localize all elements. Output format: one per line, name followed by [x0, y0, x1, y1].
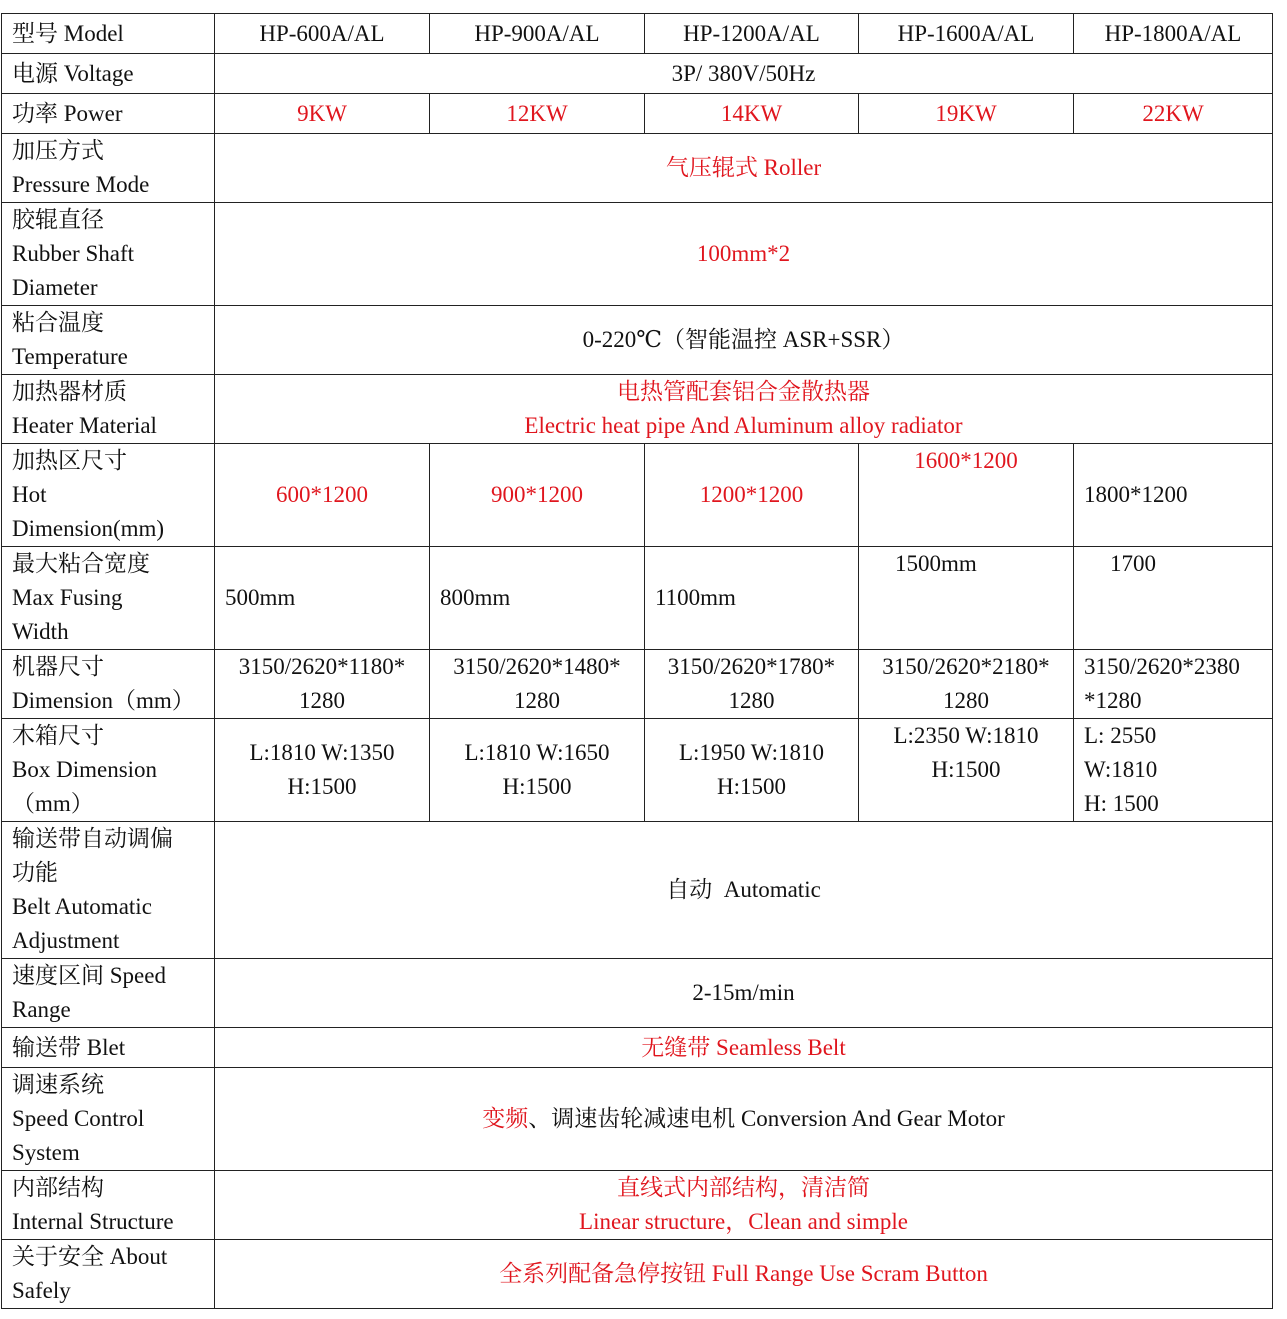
row-speed-control [2, 1068, 1273, 1171]
dimension-3 [645, 650, 859, 719]
dimension-2-line1: 3150/2620*1480* [453, 654, 621, 679]
label-pressure-en: Pressure Mode [12, 172, 150, 197]
power-5: 22KW [1074, 94, 1273, 134]
label-heater [2, 375, 215, 444]
fusing-2: 800mm [430, 547, 645, 650]
label-speed-2: Range [12, 997, 71, 1022]
row-structure [2, 1171, 1273, 1240]
dimension-5-line2: *1280 [1084, 688, 1142, 713]
value-temperature: 0-220℃（智能温控 ASR+SSR） [215, 306, 1273, 375]
fusing-5: 1700 [1074, 547, 1273, 650]
label-belt: 输送带 Blet [2, 1028, 215, 1068]
hot-1: 600*1200 [215, 444, 430, 547]
label-heater-en: Heater Material [12, 413, 157, 438]
box-5-line3: H: 1500 [1084, 791, 1159, 816]
row-belt-adjust [2, 822, 1273, 959]
hot-2: 900*1200 [430, 444, 645, 547]
dimension-4-line2: 1280 [943, 688, 989, 713]
box-2-line1: L:1810 W:1650 [464, 740, 610, 765]
box-2 [430, 719, 645, 822]
label-box-cn: 木箱尺寸 [12, 723, 104, 748]
label-belt-adjust-cn1: 输送带自动调偏 [12, 826, 173, 851]
row-hot-dimension [2, 444, 1273, 547]
label-belt-adjust [2, 822, 215, 959]
label-structure-en: Internal Structure [12, 1209, 174, 1234]
row-dimension [2, 650, 1273, 719]
dimension-5 [1074, 650, 1273, 719]
value-belt: 无缝带 Seamless Belt [215, 1028, 1273, 1068]
model-3: HP-1200A/AL [645, 14, 859, 54]
label-rubber [2, 203, 215, 306]
label-power: 功率 Power [2, 94, 215, 134]
label-rubber-en2: Diameter [12, 275, 98, 300]
label-dimension-en: Dimension（mm） [12, 688, 195, 713]
box-4-line2: H:1500 [931, 757, 1001, 782]
label-temperature [2, 306, 215, 375]
row-heater [2, 375, 1273, 444]
row-model [2, 14, 1273, 54]
label-belt-adjust-en1: Belt Automatic [12, 894, 152, 919]
model-1: HP-600A/AL [215, 14, 430, 54]
model-5: HP-1800A/AL [1074, 14, 1273, 54]
label-fusing [2, 547, 215, 650]
label-belt-adjust-en2: Adjustment [12, 928, 120, 953]
power-3: 14KW [645, 94, 859, 134]
value-speed-control-red: 变频 [482, 1106, 529, 1131]
spec-table [1, 13, 1273, 1309]
label-model: 型号 Model [2, 14, 215, 54]
label-fusing-en2: Width [12, 619, 69, 644]
label-rubber-en1: Rubber Shaft [12, 241, 135, 266]
label-safety [2, 1240, 215, 1309]
label-dimension [2, 650, 215, 719]
dimension-5-line1: 3150/2620*2380 [1084, 654, 1240, 679]
label-pressure [2, 134, 215, 203]
value-pressure: 气压辊式 Roller [215, 134, 1273, 203]
fusing-3: 1100mm [645, 547, 859, 650]
label-dimension-cn: 机器尺寸 [12, 654, 104, 679]
value-speed-control [215, 1068, 1273, 1171]
value-voltage: 3P/ 380V/50Hz [215, 54, 1273, 94]
label-heater-cn: 加热器材质 [12, 379, 127, 404]
value-rubber: 100mm*2 [215, 203, 1273, 306]
label-hot-cn: 加热区尺寸 [12, 448, 127, 473]
row-power [2, 94, 1273, 134]
label-structure-cn: 内部结构 [12, 1175, 104, 1200]
row-safety [2, 1240, 1273, 1309]
value-safety: 全系列配备急停按钮 Full Range Use Scram Button [215, 1240, 1273, 1309]
dimension-4-line1: 3150/2620*2180* [882, 654, 1050, 679]
box-3 [645, 719, 859, 822]
hot-5: 1800*1200 [1074, 444, 1273, 547]
box-3-line1: L:1950 W:1810 [678, 740, 825, 765]
box-1-line2: H:1500 [287, 774, 357, 799]
hot-3: 1200*1200 [645, 444, 859, 547]
label-fusing-cn: 最大粘合宽度 [12, 551, 150, 576]
row-belt [2, 1028, 1273, 1068]
label-fusing-en1: Max Fusing [12, 585, 123, 610]
value-structure-en: Linear structure，Clean and simple [579, 1209, 908, 1234]
dimension-1-line2: 1280 [299, 688, 345, 713]
row-speed [2, 959, 1273, 1028]
label-speed-control-cn: 调速系统 [12, 1072, 104, 1097]
value-structure [215, 1171, 1273, 1240]
label-rubber-cn: 胶辊直径 [12, 207, 104, 232]
label-belt-adjust-cn2: 功能 [12, 860, 58, 885]
dimension-2-line2: 1280 [514, 688, 560, 713]
value-structure-cn: 直线式内部结构，清洁简 [617, 1175, 870, 1200]
dimension-2 [430, 650, 645, 719]
label-hot-en1: Hot [12, 482, 47, 507]
dimension-3-line1: 3150/2620*1780* [667, 654, 836, 679]
box-4 [859, 719, 1074, 822]
label-box-en1: Box Dimension [12, 757, 158, 782]
value-heater-en: Electric heat pipe And Aluminum alloy radiator [524, 413, 963, 438]
row-voltage [2, 54, 1273, 94]
dimension-1-line1: 3150/2620*1180* [238, 654, 406, 679]
dimension-4 [859, 650, 1074, 719]
label-safety-2: Safely [12, 1278, 71, 1303]
row-rubber [2, 203, 1273, 306]
row-box [2, 719, 1273, 822]
label-temperature-cn: 粘合温度 [12, 310, 104, 335]
hot-4: 1600*1200 [859, 444, 1074, 547]
power-2: 12KW [430, 94, 645, 134]
box-5-line2: W:1810 [1084, 757, 1158, 782]
value-speed: 2-15m/min [215, 959, 1273, 1028]
label-box [2, 719, 215, 822]
fusing-4: 1500mm [859, 547, 1074, 650]
power-1: 9KW [215, 94, 430, 134]
box-5-line1: L: 2550 [1084, 723, 1157, 748]
label-hot-en2: Dimension(mm) [12, 516, 165, 541]
label-pressure-cn: 加压方式 [12, 138, 104, 163]
box-4-line1: L:2350 W:1810 [893, 723, 1039, 748]
row-fusing [2, 547, 1273, 650]
label-safety-1: 关于安全 About [12, 1244, 168, 1269]
label-speed [2, 959, 215, 1028]
box-3-line2: H:1500 [717, 774, 786, 799]
label-structure [2, 1171, 215, 1240]
row-pressure [2, 134, 1273, 203]
row-temperature [2, 306, 1273, 375]
box-1 [215, 719, 430, 822]
label-speed-control-en1: Speed Control [12, 1106, 145, 1131]
box-1-line1: L:1810 W:1350 [249, 740, 395, 765]
fusing-1: 500mm [215, 547, 430, 650]
dimension-1 [215, 650, 430, 719]
model-4: HP-1600A/AL [859, 14, 1074, 54]
value-belt-adjust: 自动 Automatic [215, 822, 1273, 959]
box-5 [1074, 719, 1273, 822]
label-speed-1: 速度区间 Speed [12, 963, 166, 988]
value-speed-control-black: 、调速齿轮减速电机 Conversion And Gear Motor [528, 1106, 1005, 1131]
label-temperature-en: Temperature [12, 344, 128, 369]
label-hot [2, 444, 215, 547]
label-speed-control-en2: System [12, 1140, 80, 1165]
box-2-line2: H:1500 [502, 774, 572, 799]
label-voltage: 电源 Voltage [2, 54, 215, 94]
power-4: 19KW [859, 94, 1074, 134]
label-box-en2: （mm） [12, 791, 94, 816]
dimension-3-line2: 1280 [728, 688, 775, 713]
value-heater [215, 375, 1273, 444]
label-speed-control [2, 1068, 215, 1171]
value-heater-cn: 电热管配套铝合金散热器 [617, 379, 870, 404]
model-2: HP-900A/AL [430, 14, 645, 54]
